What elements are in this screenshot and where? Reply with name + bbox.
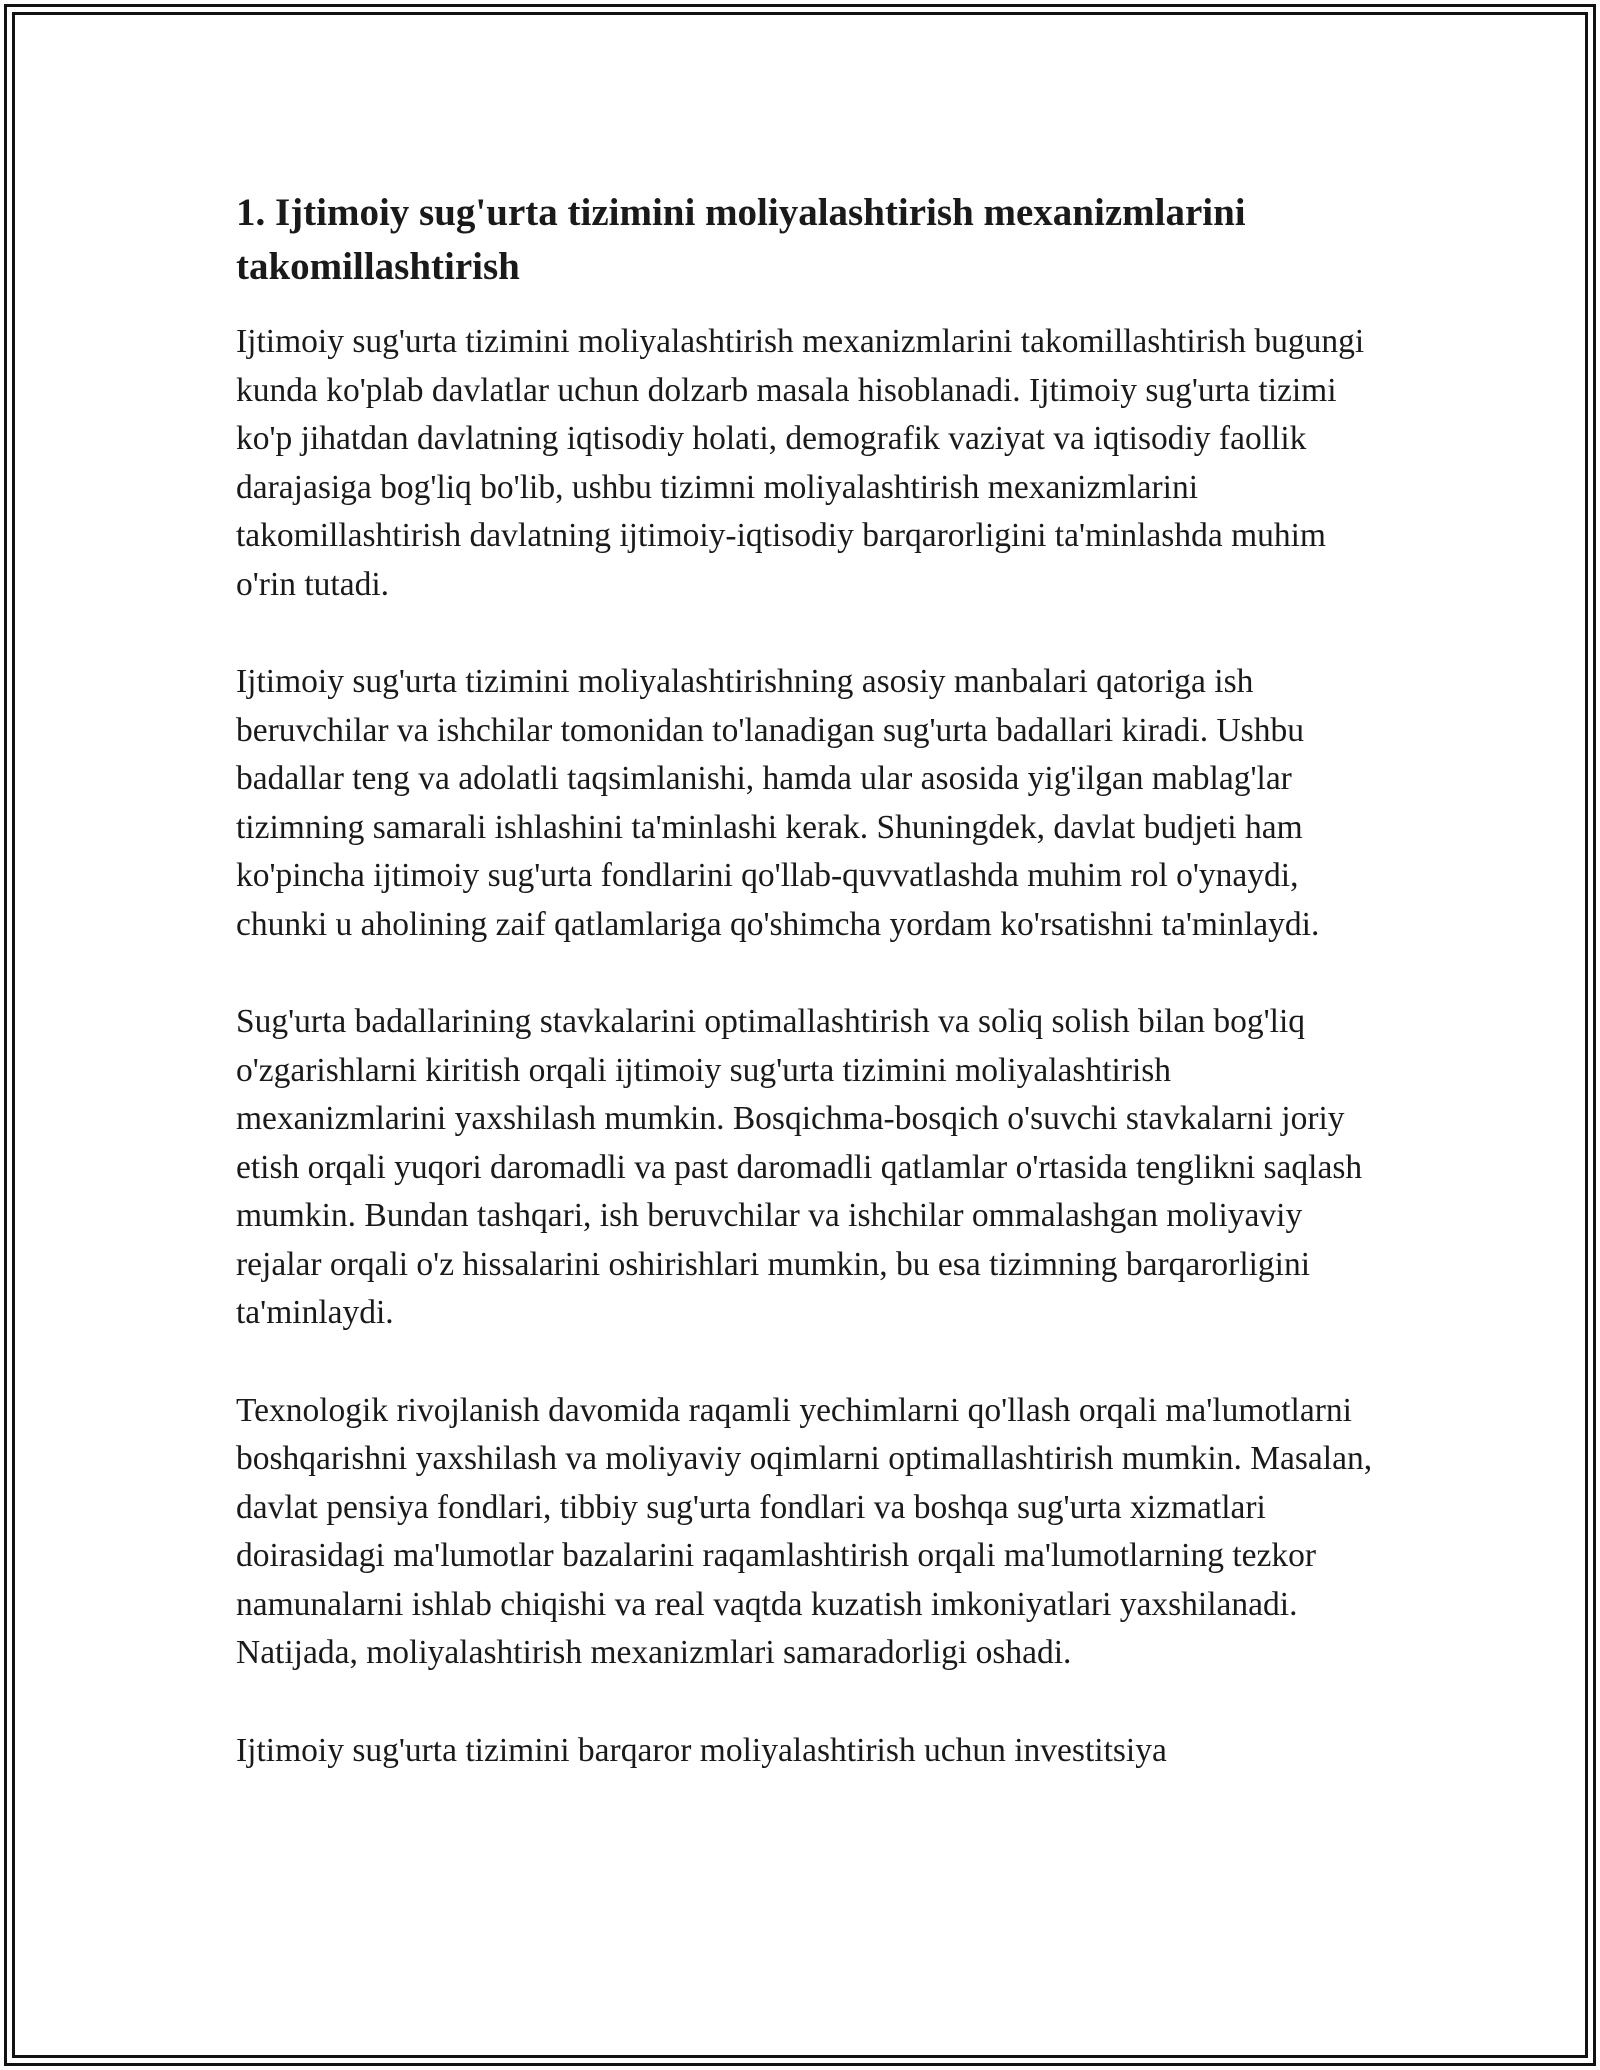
paragraph-5: Ijtimoiy sug'urta tizimini barqaror moliyalashtirish uchun investitsiya bbox=[236, 1731, 1167, 1769]
paragraph-1: Ijtimoiy sug'urta tizimini moliyalashtirish mexanizmlarini takomillashtirish bugungi kunda ko'plab davlatlar uchun dolzarb masala hisoblanadi. Ijtimoiy sug'urta tizimi ko'p jihatdan davlatning iqtisodiy holati, demografik vaziyat va iqtisodiy faollik darajasiga bog'liq bo'lib, ushbu tizimni moliyalashtirish mexanizmlarini takomillashtirish davlatning ijtimoiy-iqtisodiy barqarorligini ta'minlashda muhim o'rin tutadi. bbox=[236, 323, 1365, 603]
section-heading: 1. Ijtimoiy sug'urta tizimini moliyalashtirish mexanizmlarini takomillashtirish bbox=[236, 191, 1246, 288]
document-body bbox=[236, 186, 1376, 1775]
paragraph-2: Ijtimoiy sug'urta tizimini moliyalashtirishning asosiy manbalari qatoriga ish beruvchilar va ishchilar tomonidan to'lanadigan sug'urta badallari kiradi. Ushbu badallar teng va adolatli taqsimlanishi, hamda ular asosida yig'ilgan mablag'lar tizimning samarali ishlashini ta'minlashi kerak. Shuningdek, davlat budjeti ham ko'pincha ijtimoiy sug'urta fondlarini qo'llab-quvvatlashda muhim rol o'ynaydi, chunki u aholining zaif qatlamlariga qo'shimcha yordam ko'rsatishni ta'minlaydi. bbox=[236, 663, 1320, 943]
paragraph-4: Texnologik rivojlanish davomida raqamli yechimlarni qo'llash orqali ma'lumotlarni boshqarishni yaxshilash va moliyaviy oqimlarni optimallashtirish mumkin. Masalan, davlat pensiya fondlari, tibbiy sug'urta fondlari va boshqa sug'urta xizmatlari doirasidagi ma'lumotlar bazalarini raqamlashtirish orqali ma'lumotlarning tezkor namunalarni ishlab chiqishi va real vaqtda kuzatish imkoniyatlari yaxshilanadi. Natijada, moliyalashtirish mexanizmlari samaradorligi oshadi. bbox=[236, 1391, 1373, 1671]
paragraph-3: Sug'urta badallarining stavkalarini optimallashtirish va soliq solish bilan bog'liq o'zgarishlarni kiritish orqali ijtimoiy sug'urta tizimini moliyalashtirish mexanizmlarini yaxshilash mumkin. Bosqichma-bosqich o'suvchi stavkalarni joriy etish orqali yuqori daromadli va past daromadli qatlamlar o'rtasida tenglikni saqlash mumkin. Bundan tashqari, ish beruvchilar va ishchilar ommalashgan moliyaviy rejalar orqali o'z hissalarini oshirishlari mumkin, bu esa tizimning barqarorligini ta'minlaydi. bbox=[236, 1003, 1363, 1331]
